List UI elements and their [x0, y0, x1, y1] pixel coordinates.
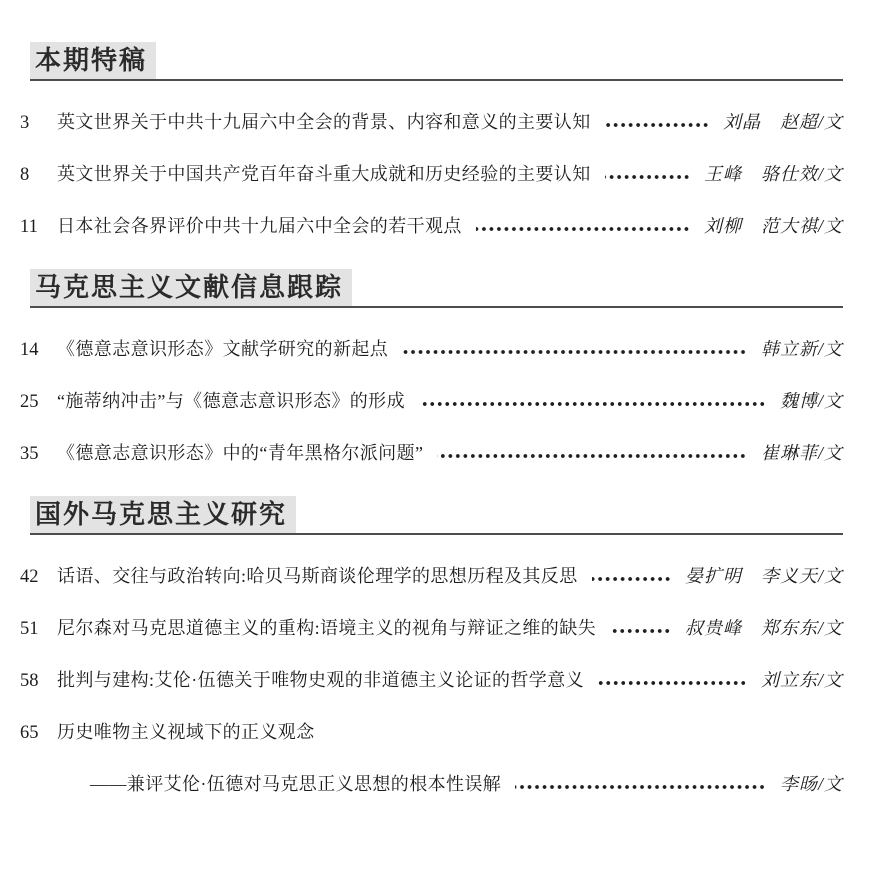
- toc-entry: [20, 440, 843, 468]
- entry-authors: 王峰 骆仕效/文: [703, 164, 843, 184]
- toc-entry: [20, 213, 843, 241]
- entry-title: 英文世界关于中国共产党百年奋斗重大成就和历史经验的主要认知: [57, 164, 591, 184]
- dot-leader: [610, 628, 671, 634]
- entry-title: ——兼评艾伦·伍德对马克思正义思想的根本性误解: [90, 774, 502, 794]
- dot-leader: [515, 784, 766, 790]
- toc-body: [20, 42, 843, 798]
- entry-list: [20, 563, 843, 798]
- entry-title: 尼尔森对马克思道德主义的重构:语境主义的视角与辩证之维的缺失: [57, 618, 596, 638]
- toc-entry: [20, 667, 843, 695]
- entry-authors: 韩立新/文: [760, 339, 843, 359]
- entry-list: [20, 109, 843, 241]
- entry-authors: 刘柳 范大祺/文: [703, 216, 843, 236]
- dot-leader: [605, 174, 690, 180]
- entry-page-number: 3: [20, 113, 30, 133]
- section-title: 本期特稿: [30, 42, 156, 79]
- toc-entry: [20, 109, 843, 137]
- toc-entry: [20, 771, 843, 798]
- toc-entry: [20, 563, 843, 591]
- toc-entry: [20, 719, 843, 747]
- entry-title: “施蒂纳冲击”与《德意志意识形态》的形成: [57, 391, 405, 411]
- toc-section: [20, 42, 843, 241]
- section-title: 国外马克思主义研究: [30, 496, 296, 533]
- entry-title: 批判与建构:艾伦·伍德关于唯物史观的非道德主义论证的哲学意义: [57, 670, 584, 690]
- entry-authors: 叔贵峰 郑东东/文: [684, 618, 843, 638]
- entry-page-number: 14: [20, 340, 39, 360]
- entry-title: 历史唯物主义视域下的正义观念: [57, 722, 315, 742]
- entry-title: 日本社会各界评价中共十九届六中全会的若干观点: [57, 216, 462, 236]
- section-title: 马克思主义文献信息跟踪: [30, 269, 352, 306]
- entry-authors: 李旸/文: [779, 774, 843, 794]
- dot-leader: [437, 453, 747, 459]
- entry-page-number: 65: [20, 723, 39, 743]
- dot-leader: [476, 226, 690, 232]
- entry-page-number: 42: [20, 567, 39, 587]
- toc-entry: [20, 388, 843, 416]
- entry-authors: 刘晶 赵超/文: [722, 112, 843, 132]
- entry-title: 话语、交往与政治转向:哈贝马斯商谈伦理学的思想历程及其反思: [57, 566, 578, 586]
- entry-page-number: 51: [20, 619, 39, 639]
- toc-section: [20, 269, 843, 468]
- entry-page-number: 25: [20, 392, 39, 412]
- dot-leader: [402, 349, 747, 355]
- entry-page-number: 11: [20, 217, 38, 237]
- toc-section: [20, 496, 843, 798]
- entry-title: 《德意志意识形态》文献学研究的新起点: [57, 339, 389, 359]
- entry-list: [20, 336, 843, 468]
- entry-title: 《德意志意识形态》中的“青年黑格尔派问题”: [57, 443, 424, 463]
- entry-authors: 崔琳菲/文: [760, 443, 843, 463]
- section-header-rule: [30, 269, 843, 308]
- toc-entry: [20, 336, 843, 364]
- entry-page-number: 8: [20, 165, 30, 185]
- dot-leader: [598, 680, 747, 686]
- entry-authors: 魏博/文: [779, 391, 843, 411]
- entry-title: 英文世界关于中共十九届六中全会的背景、内容和意义的主要认知: [57, 112, 591, 132]
- entry-authors: 刘立东/文: [760, 670, 843, 690]
- dot-leader: [605, 122, 709, 128]
- entry-page-number: 35: [20, 444, 39, 464]
- section-header-rule: [30, 42, 843, 81]
- entry-authors: 晏扩明 李义天/文: [684, 566, 843, 586]
- toc-entry: [20, 161, 843, 189]
- section-header-rule: [30, 496, 843, 535]
- toc-entry: [20, 615, 843, 643]
- dot-leader: [592, 576, 671, 582]
- dot-leader: [419, 401, 766, 407]
- entry-page-number: 58: [20, 671, 39, 691]
